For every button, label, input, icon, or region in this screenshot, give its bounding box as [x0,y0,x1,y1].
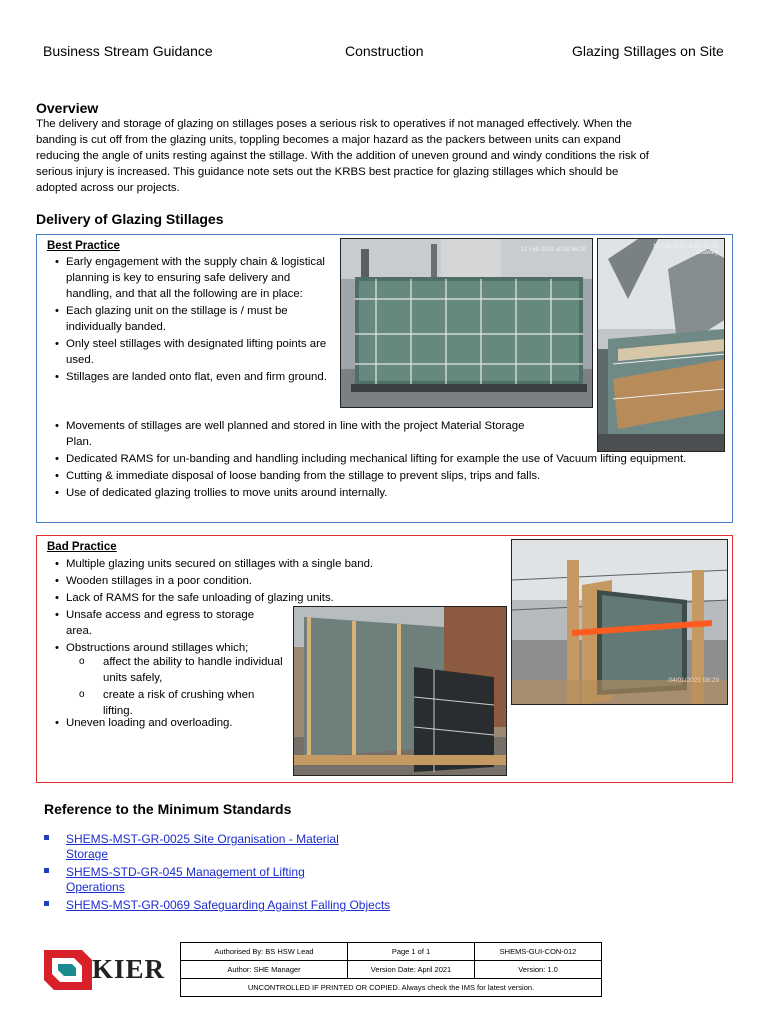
sub-list-item: o create a risk of crushing when lifting. [67,687,287,719]
reference-link-line: Operations [66,880,125,894]
version-cell: Version: 1.0 [475,961,602,979]
reference-link[interactable] [66,898,464,913]
bullet-square-icon [44,868,49,873]
author-cell: Author: SHE Manager [181,961,348,979]
header-stream: Business Stream Guidance [43,43,213,59]
bullet-square-icon [44,835,49,840]
list-item: • Obstructions around stillages which; [55,640,295,656]
photo-timestamp: 12 Feb 2021 at 08:46:29 [520,247,586,253]
banded-units-illustration [598,239,725,452]
list-item: • Early engagement with the supply chain & logistical planning is key to ensuring safe delivery and handling, and that all the following are in place: [55,254,327,302]
banded-units-photo [597,238,725,452]
overview-line: The delivery and storage of glazing on stillages poses a serious risk to operatives if not managed effectively. When the [36,118,633,130]
bad-practice-list [55,556,374,657]
reference-link[interactable] [66,832,464,862]
list-item: • Lack of RAMS for the safe unloading of glazing units. [55,590,446,606]
photo-location: Crawley [696,250,718,256]
overview-line: reducing the angle of units resting against the stillage. With the addition of uneven ground and windy conditions the risk of [36,150,649,162]
page-number-cell: Page 1 of 1 [348,943,475,961]
steel-stillage-illustration [341,239,593,408]
list-item: • Use of dedicated glazing trollies to move units around internally. [55,485,720,501]
bad-practice-list-end [55,715,295,732]
overview-heading: Overview [36,100,99,116]
reference-link-line: SHEMS-MST-GR-0069 Safeguarding Against Falling Objects [66,898,391,912]
best-practice-list-narrow [55,254,327,386]
doc-id-cell: SHEMS-GUI-CON-012 [475,943,602,961]
bad-practice-title: Bad Practice [47,541,117,553]
references-heading: Reference to the Minimum Standards [44,801,292,817]
bullet-square-icon [44,901,49,906]
bad-practice-sublist [67,654,287,720]
reference-link[interactable] [66,865,464,895]
list-item: • Cutting & immediate disposal of loose banding from the stillage to prevent slips, trips and falls. [55,468,720,484]
reference-item [44,898,464,913]
header-title: Glazing Stillages on Site [572,43,724,59]
overview-line: serious injury is increased. This guidance note sets out the KRBS best practice for glazing stillages which should be [36,166,619,178]
reference-link-line: SHEMS-MST-GR-0025 Site Organisation - Material [66,832,339,846]
list-item: • Each glazing unit on the stillage is / must be individually banded. [55,303,327,335]
list-item: • Uneven loading and overloading. [55,715,295,731]
reference-link-line: SHEMS-STD-GR-045 Management of Lifting [66,865,305,879]
wooden-stillage-illustration [294,607,507,776]
header-category: Construction [345,43,424,59]
wooden-stillage-photo [293,606,507,776]
kier-logo-mark-icon [44,950,92,990]
steel-stillage-photo [340,238,593,408]
list-item: • Movements of stillages are well planned and stored in line with the project Material Storage Plan. [55,418,536,450]
photo-timestamp: 04/01/2021 08:29 [668,677,719,684]
sub-list-item: o affect the ability to handle individual units safely, [67,654,287,686]
overview-line: adopted across our projects. [36,182,180,194]
document-control-table [180,942,602,997]
single-band-photo [511,539,728,705]
reference-link-line: Storage [66,847,109,861]
reference-item [44,865,464,895]
version-date-cell: Version Date: April 2021 [348,961,475,979]
list-item: • Wooden stillages in a poor condition. [55,573,446,589]
photo-timestamp-block [653,244,718,256]
list-item: • Only steel stillages with designated lifting points are used. [55,336,327,368]
list-item: • Dedicated RAMS for un-banding and handling including mechanical lifting for example the use of Vacuum lifting equipment. [55,451,720,467]
best-practice-title: Best Practice [47,240,120,252]
delivery-heading: Delivery of Glazing Stillages [36,211,224,227]
authorised-by-cell: Authorised By: BS HSW Lead [181,943,348,961]
kier-logo-text: KIER [92,954,166,984]
list-item: • Multiple glazing units secured on stillages with a single band. [55,556,446,572]
kier-logo [44,950,174,990]
reference-item [44,832,464,862]
overview-line: banding is cut off from the glazing units, toppling becomes a major hazard as the packers between units can expand [36,134,621,146]
list-item: • Stillages are landed onto flat, even and firm ground. [55,369,327,385]
uncontrolled-notice-cell: UNCONTROLLED IF PRINTED OR COPIED. Always check the IMS for latest version. [181,979,602,997]
list-item: • Unsafe access and egress to storage area. [55,607,281,639]
photo-timestamp: 12 Feb 2021 at 08:48:29 [652,244,718,250]
overview-paragraph [36,116,756,196]
